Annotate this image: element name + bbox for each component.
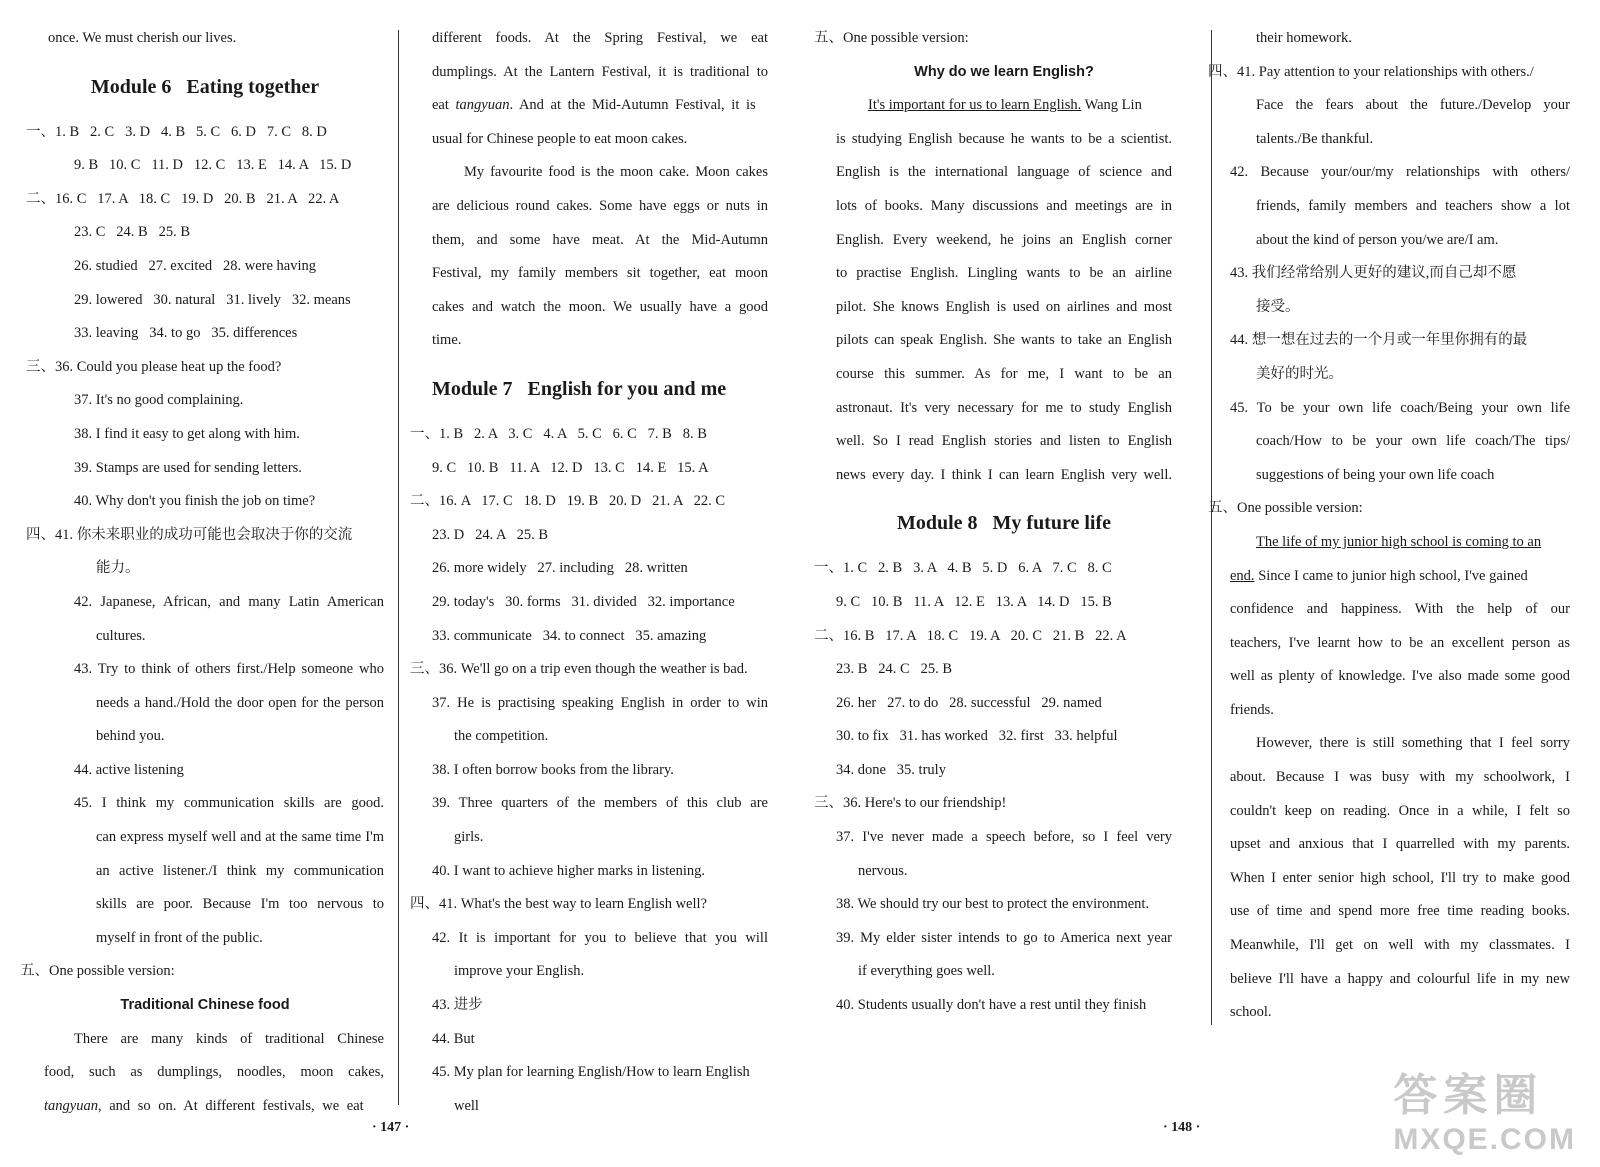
answer-line: an active listener./I think my communication (96, 862, 384, 879)
column-4 (1208, 22, 1570, 1030)
answer-line: 40. I want to achieve higher marks in listening. (432, 862, 706, 879)
column-1 (20, 22, 384, 1123)
answer-line: skills are poor. Because I'm too nervous to (96, 896, 384, 913)
answer-line: 美好的时光。 (1256, 365, 1343, 382)
essay-line: course this summer. As for me, I want to be an (836, 365, 1172, 382)
answer-line: 四、41. 你未来职业的成功可能也会取决于你的交流 (26, 526, 353, 543)
answer-line: 三、36. Here's to our friendship! (814, 795, 1007, 812)
italic-word: tangyuan (455, 97, 510, 114)
module-8-title: Module 8 My future life (896, 512, 1112, 535)
answer-line: 37. He is practising speaking English in order to win (432, 694, 768, 711)
module-7-title: Module 7 English for you and me (432, 377, 727, 400)
watermark-top: 答案圈 (1393, 1071, 1544, 1120)
essay-line: lots of books. Many discussions and meetings are in (836, 197, 1172, 214)
section-label: 五、One possible version: (814, 30, 969, 46)
essay-line: upset and anxious that I quarrelled with my parents. (1230, 836, 1570, 853)
italic-word: tangyuan (44, 1097, 98, 1114)
answer-line: 一、1. B 2. A 3. C 4. A 5. C 6. C 7. B 8. B (410, 425, 707, 442)
essay-title: Traditional Chinese food (120, 997, 290, 1014)
essay-line: couldn't keep on reading. Once in a while, I felt so (1230, 802, 1570, 819)
essay-text: Wang Lin (1081, 97, 1142, 114)
answer-line: cultures. (96, 627, 146, 644)
essay-line: are delicious round cakes. Some have eggs or nuts in (432, 197, 768, 214)
answer-line: the competition. (454, 728, 549, 745)
essay-line: different foods. At the Spring Festival, we eat (432, 30, 768, 46)
answer-line: 23. D 24. A 25. B (432, 526, 549, 543)
essay-line: teachers, I've learnt how to be an excellent person as (1230, 634, 1570, 651)
answer-line: girls. (454, 829, 484, 846)
answer-line: 45. To be your own life coach/Being your own life (1230, 399, 1570, 416)
answer-line: 一、1. C 2. B 3. A 4. B 5. D 6. A 7. C 8. C (814, 560, 1112, 577)
answer-line: myself in front of the public. (96, 929, 263, 946)
essay-line: news every day. I think I can learn English very well. (836, 466, 1172, 483)
answer-line: needs a hand./Hold the door open for the person (96, 694, 384, 711)
answer-line: 接受。 (1256, 298, 1300, 315)
answer-line: 40. Why don't you finish the job on time? (74, 493, 316, 510)
column-divider-right (1211, 30, 1212, 1025)
answer-line: behind you. (96, 728, 165, 745)
essay-line (432, 89, 768, 123)
answer-line: if everything goes well. (858, 963, 995, 980)
answer-line: 33. communicate 34. to connect 35. amazing (432, 627, 707, 644)
answer-line: coach/How to be your own life coach/The tips/ (1256, 433, 1570, 450)
essay-line: Festival, my family members sit together, eat moon (432, 265, 768, 282)
answer-line: 33. leaving 34. to go 35. differences (74, 325, 298, 342)
answer-line: 42. Japanese, African, and many Latin American (74, 593, 384, 610)
page-number-left: · 147 · (372, 1120, 410, 1135)
essay-text: . And at the Mid-Autumn Festival, it is (509, 97, 756, 114)
answer-line: 39. My elder sister intends to go to America next year (836, 929, 1172, 946)
answer-line: 29. today's 30. forms 31. divided 32. importance (432, 593, 735, 610)
answer-line: nervous. (858, 862, 908, 879)
column-3 (814, 22, 1172, 1023)
answer-line: 23. C 24. B 25. B (74, 224, 191, 241)
essay-line: When I enter senior high school, I'll try to make good (1230, 869, 1570, 886)
answer-line: suggestions of being your own life coach (1256, 466, 1495, 483)
answer-line: 30. to fix 31. has worked 32. first 33. helpful (836, 728, 1118, 745)
answer-line: 9. C 10. B 11. A 12. D 13. C 14. E 15. A (432, 459, 709, 476)
essay-line: English is the international language of science and (836, 164, 1172, 181)
section-label: 五、One possible version: (20, 963, 175, 980)
essay-text: , and so on. At different festivals, we eat (97, 1097, 364, 1114)
answer-line: 三、36. We'll go on a trip even though the weather is bad. (410, 661, 748, 678)
essay-line: friends. (1230, 701, 1274, 718)
answer-line: 39. Three quarters of the members of this club are (432, 795, 768, 812)
answer-line: 一、1. B 2. C 3. D 4. B 5. C 6. D 7. C 8. D (26, 123, 327, 140)
essay-line: pilot. She knows English is used on airlines and most (836, 298, 1172, 315)
essay-line (26, 1090, 384, 1124)
answer-line: 二、16. B 17. A 18. C 19. A 20. C 21. B 22. A (814, 627, 1127, 644)
essay-line: dumplings. At the Lantern Festival, it is traditional to (432, 63, 768, 80)
answer-line: 39. Stamps are used for sending letters. (74, 459, 302, 476)
essay-line (1230, 560, 1570, 594)
answer-line: 37. It's no good complaining. (74, 392, 244, 409)
essay-line: English. Every weekend, he joins an English corner (836, 231, 1172, 248)
answer-line: 44. But (432, 1030, 475, 1047)
answer-line: Face the fears about the future./Develop your (1256, 97, 1570, 114)
answer-line: their homework. (1256, 30, 1352, 46)
answer-line: improve your English. (454, 963, 585, 980)
column-divider-left (398, 30, 399, 1105)
answer-line: 9. C 10. B 11. A 12. E 13. A 14. D 15. B (836, 593, 1112, 610)
page-number-right: · 148 · (1163, 1120, 1201, 1135)
essay-line: well. So I read English stories and listen to English (836, 433, 1172, 450)
essay-text: eat (432, 97, 456, 114)
watermark-bottom: MXQE.COM (1393, 1123, 1576, 1156)
essay-line: to practise English. Lingling wants to be an airline (836, 265, 1172, 282)
answer-line: 能力。 (96, 560, 140, 577)
essay-line: There are many kinds of traditional Chinese (74, 1030, 384, 1047)
answer-line: 23. B 24. C 25. B (836, 661, 953, 678)
essay-text: Since I came to junior high school, I've gained (1254, 567, 1528, 584)
essay-line: Meanwhile, I'll get on well with my classmates. I (1230, 937, 1570, 954)
module-6-title: Module 6 Eating together (90, 75, 320, 98)
text-line: once. We must cherish our lives. (48, 30, 237, 46)
essay-line: However, there is still something that I feel sorry (1256, 735, 1570, 752)
answer-line: 三、36. Could you please heat up the food? (26, 358, 282, 375)
answer-line: 43. 我们经常给别人更好的建议,而自己却不愿 (1230, 265, 1517, 282)
essay-line: school. (1230, 1004, 1272, 1021)
essay-line: about. Because I was busy with my schoolwork, I (1230, 769, 1570, 786)
answer-line: 45. I think my communication skills are good. (74, 795, 384, 812)
essay-line: astronaut. It's very necessary for me to study English (836, 399, 1172, 416)
answer-line: about the kind of person you/we are/I am. (1256, 231, 1499, 248)
essay-line (836, 89, 1172, 123)
answer-line: 二、16. A 17. C 18. D 19. B 20. D 21. A 22. C (410, 493, 725, 510)
answer-line: 38. I find it easy to get along with him. (74, 425, 300, 442)
answer-line: 44. active listening (74, 761, 184, 778)
answer-line: 43. Try to think of others first./Help someone who (74, 661, 384, 678)
essay-line: pilots can speak English. She wants to take an English (836, 332, 1172, 349)
answer-line: 42. Because your/our/my relationships with others/ (1230, 164, 1570, 181)
essay-line: them, and some have meat. At the Mid-Autumn (432, 231, 768, 248)
answer-line: 42. It is important for you to believe that you will (432, 929, 768, 946)
answer-line: 9. B 10. C 11. D 12. C 13. E 14. A 15. D (74, 157, 352, 174)
section-label: 五、One possible version: (1208, 500, 1363, 517)
essay-line: use of time and spend more free time reading books. (1230, 903, 1570, 920)
answer-line: friends, family members and teachers show a lot (1256, 197, 1570, 214)
essay-line: My favourite food is the moon cake. Moon cakes (464, 164, 768, 181)
essay-line (1230, 526, 1570, 560)
underlined-topic: It's important for us to learn English. (868, 97, 1082, 114)
underlined-topic: The life of my junior high school is coming to an (1256, 533, 1542, 550)
answer-line: 26. studied 27. excited 28. were having (74, 257, 317, 274)
essay-line: confidence and happiness. With the help of our (1230, 601, 1570, 618)
answer-line: 四、41. What's the best way to learn English well? (410, 896, 707, 913)
answer-line: 38. I often borrow books from the library. (432, 761, 674, 778)
answer-line: 34. done 35. truly (836, 761, 946, 778)
essay-line: time. (432, 332, 462, 349)
answer-line: can express myself well and at the same time I'm (96, 829, 384, 846)
underlined-topic: end. (1230, 567, 1255, 584)
essay-line: believe I'll have a happy and colourful life in my new (1230, 970, 1570, 987)
answer-line: talents./Be thankful. (1256, 130, 1374, 147)
answer-line: 45. My plan for learning English/How to learn English (432, 1064, 750, 1081)
answer-line: 37. I've never made a speech before, so I feel very (836, 829, 1172, 846)
answer-line: 29. lowered 30. natural 31. lively 32. means (74, 291, 351, 308)
answer-line: 26. her 27. to do 28. successful 29. named (836, 694, 1102, 711)
watermark-logo (1393, 1059, 1576, 1157)
answer-line: 44. 想一想在过去的一个月或一年里你拥有的最 (1230, 332, 1528, 349)
answer-line: 四、41. Pay attention to your relationships with others./ (1208, 63, 1534, 80)
essay-line: is studying English because he wants to be a scientist. (836, 130, 1172, 147)
essay-line: well as plenty of knowledge. I've also made some good (1230, 668, 1570, 685)
essay-line: usual for Chinese people to eat moon cakes. (432, 130, 688, 147)
essay-line: cakes and watch the moon. We usually have a good (432, 298, 768, 315)
answer-line: 38. We should try our best to protect the environment. (836, 896, 1150, 913)
answer-line: 26. more widely 27. including 28. written (432, 560, 688, 577)
answer-line: well (454, 1097, 479, 1114)
answer-line: 40. Students usually don't have a rest until they finish (836, 997, 1147, 1014)
essay-line: food, such as dumplings, noodles, moon cakes, (44, 1064, 384, 1081)
essay-title: Why do we learn English? (914, 63, 1094, 80)
answer-line: 二、16. C 17. A 18. C 19. D 20. B 21. A 22. A (26, 190, 340, 207)
answer-line: 43. 进步 (432, 997, 483, 1014)
column-2 (410, 22, 768, 1123)
